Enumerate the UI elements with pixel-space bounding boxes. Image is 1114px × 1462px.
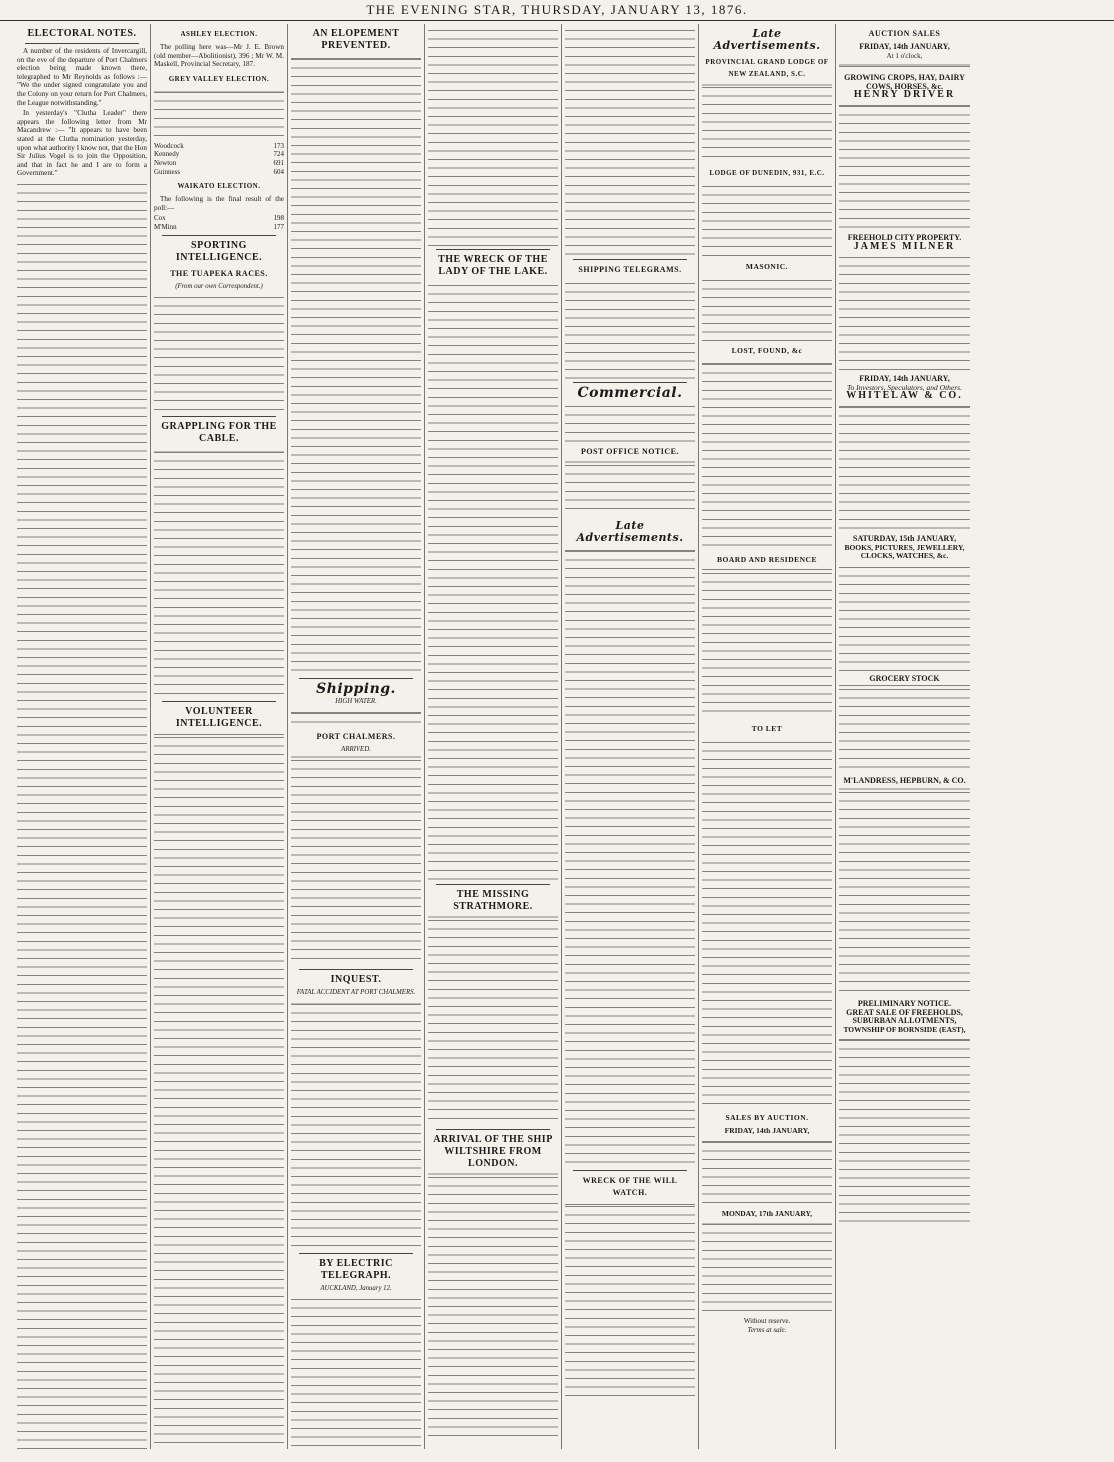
- results-table: [154, 142, 284, 176]
- cable-heading: GRAPPLING FOR THE CABLE.: [161, 421, 277, 445]
- grey-valley-heading: GREY VALLEY ELECTION.: [168, 74, 270, 83]
- candidate-name: Cox: [154, 214, 166, 223]
- divider: [25, 43, 139, 44]
- candidate-votes: 604: [273, 167, 284, 176]
- grocery-heading: GROCERY STOCK: [869, 673, 940, 683]
- candidate-votes: 173: [273, 141, 284, 150]
- masonic-heading: MASONIC.: [745, 262, 789, 271]
- grocery-text: [839, 685, 970, 775]
- columns: [14, 24, 1104, 1449]
- sporting-heading: SPORTING INTELLIGENCE.: [175, 239, 263, 263]
- to-let-text: [702, 738, 832, 1108]
- shipping-heading: Shipping.: [316, 681, 396, 697]
- column-5: [562, 24, 699, 1449]
- auction-sales-heading: AUCTION SALES: [868, 29, 941, 38]
- township-text: [839, 1036, 970, 1226]
- high-water-table: [291, 709, 421, 727]
- auction-date-1: FRIDAY, 14th JANUARY,: [859, 42, 950, 51]
- late-ads-heading-2: Late Advertisements.: [713, 27, 821, 52]
- ashley-text: The polling here was—Mr J. E. Brown (old member—Abolitionist), 396 ; Mr W. M. Maskell, Provincial Secretary, 187.: [154, 43, 284, 69]
- divider: [436, 884, 550, 885]
- column-4: [425, 24, 562, 1449]
- sales-date-2: MONDAY, 17th JANUARY,: [721, 1208, 813, 1218]
- shipping-telegrams-heading: SHIPPING TELEGRAMS.: [578, 265, 682, 274]
- divider: [299, 1253, 413, 1254]
- result-row: [154, 159, 284, 168]
- lost-found-heading: LOST, FOUND, &c: [731, 346, 803, 355]
- port-chalmers-heading: PORT CHALMERS.: [316, 731, 396, 741]
- tuapeka-text: [154, 293, 284, 413]
- result-row: [154, 214, 284, 223]
- divider: [299, 678, 413, 679]
- auction-date-2: FRIDAY, 14th JANUARY,: [859, 374, 950, 384]
- column-1: [14, 24, 151, 1449]
- freehold-heading: FREEHOLD CITY PROPERTY.: [847, 232, 962, 242]
- suburban-heading: SUBURBAN ALLOTMENTS,: [852, 1016, 957, 1026]
- waikato-results-table: [154, 214, 284, 231]
- great-sale-heading: GREAT SALE OF FREEHOLDS,: [846, 1007, 963, 1017]
- shipping-telegrams-text: [565, 279, 695, 379]
- james-milner-text: [839, 253, 970, 373]
- divider: [162, 701, 276, 702]
- board-residence-heading: BOARD AND RESIDENCE: [717, 555, 817, 564]
- telegraph-heading: BY ELECTRIC TELEGRAPH.: [319, 1257, 393, 1281]
- books-heading: BOOKS, PICTURES, JEWELLERY, CLOCKS, WATCHES, &c.: [844, 542, 965, 561]
- mlandress-heading: M'LANDRESS, HEPBURN, & CO.: [843, 776, 966, 786]
- township-heading: TOWNSHIP OF BORNSIDE (EAST),: [843, 1024, 966, 1034]
- without-reserve: Without reserve.: [743, 1317, 791, 1326]
- missing-text: [428, 916, 558, 1126]
- electoral-para: In yesterday's "Clutha Leader" there appears the following letter from Mr Macandrew :— "It appears to have been stated at the Clutha nomination yesterday, upon what authority I know not, that the Hon Sir Julius Vogel is to join the Opposition, and that in fact he and I are to form a Government.": [17, 109, 147, 178]
- tuapeka-heading: THE TUAPEKA RACES.: [170, 268, 268, 278]
- will-watch-heading: WRECK OF THE WILL WATCH.: [582, 1176, 678, 1197]
- waikato-text: The following is the final result of the poll:—: [154, 195, 284, 212]
- investors-heading: To Investors, Speculators, and Others.: [847, 382, 962, 392]
- candidate-name: Kennedy: [154, 150, 180, 159]
- electoral-notes-heading: ELECTORAL NOTES.: [27, 28, 137, 39]
- candidate-votes: 177: [273, 222, 284, 231]
- column-3: [288, 24, 425, 1449]
- divider: [162, 235, 276, 236]
- sales-date: FRIDAY, 14th JANUARY,: [724, 1126, 810, 1135]
- divider: [299, 969, 413, 970]
- henry-driver: HENRY DRIVER: [853, 89, 956, 101]
- elopement-heading: AN ELOPEMENT PREVENTED.: [312, 28, 400, 51]
- candidate-votes: 198: [273, 214, 284, 223]
- wiltshire-heading: ARRIVAL OF THE SHIP WILTSHIRE FROM LONDON.: [433, 1134, 553, 1169]
- candidate-votes: 691: [273, 158, 284, 167]
- column-5-top-text: [565, 26, 695, 256]
- telegraph-text: [291, 1295, 421, 1449]
- ashley-heading: ASHLEY ELECTION.: [180, 30, 258, 38]
- divider: [162, 416, 276, 417]
- tuapeka-sub: (From our own Correspondent.): [175, 282, 263, 290]
- late-ads-text: [565, 547, 695, 1167]
- whitelaw-text: [839, 403, 970, 533]
- saturday-heading: SATURDAY, 15th JANUARY,: [852, 533, 957, 543]
- candidate-votes: 724: [273, 150, 284, 159]
- candidate-name: Woodcock: [154, 141, 184, 150]
- column-6: [699, 24, 836, 1449]
- to-let-heading: TO LET: [751, 724, 783, 733]
- james-milner: JAMES MILNER: [853, 240, 956, 252]
- commercial-text: [565, 402, 695, 442]
- wiltshire-text: [428, 1173, 558, 1443]
- elopement-text: [291, 55, 421, 675]
- wreck-text: [428, 281, 558, 881]
- lodge-text: [702, 83, 832, 163]
- will-watch-text: [565, 1202, 695, 1402]
- lost-found-text: [702, 360, 832, 550]
- wreck-heading: THE WRECK OF THE LADY OF THE LAKE.: [438, 254, 548, 277]
- candidate-name: Newton: [154, 158, 177, 167]
- high-water-label: HIGH WATER.: [335, 698, 377, 705]
- divider: [573, 259, 687, 260]
- result-row: [154, 150, 284, 159]
- missing-heading: THE MISSING STRATHMORE.: [453, 889, 533, 912]
- masonic-text: [702, 276, 832, 341]
- arrived-label: ARRIVED.: [341, 745, 371, 753]
- candidate-name: M'Minn: [154, 222, 177, 231]
- terms-text: Terms at sale.: [747, 1325, 787, 1334]
- inquest-sub: FATAL ACCIDENT AT PORT CHALMERS.: [296, 989, 416, 997]
- lodge-heading: PROVINCIAL GRAND LODGE OF NEW ZEALAND, S.C.: [705, 58, 829, 78]
- result-row: [154, 168, 284, 177]
- divider: [436, 249, 550, 250]
- commercial-heading: Commercial.: [577, 385, 683, 401]
- divider: [573, 1170, 687, 1171]
- post-office-heading: POST OFFICE NOTICE.: [580, 447, 680, 456]
- post-office-text: [565, 461, 695, 516]
- column-7: [836, 24, 973, 1449]
- shipping-text: [291, 756, 421, 966]
- column-2: [151, 24, 288, 1449]
- candidate-name: Guinness: [154, 167, 181, 176]
- waikato-heading: WAIKATO ELECTION.: [177, 182, 261, 191]
- inquest-text: [291, 1000, 421, 1250]
- result-row: [154, 142, 284, 151]
- auction-location: [839, 62, 970, 72]
- lodge-dunedin-text: [702, 182, 832, 257]
- mlandress-text: [839, 788, 970, 998]
- volunteer-text: [154, 733, 284, 1449]
- late-ads-heading: Late Advertisements.: [576, 519, 684, 544]
- growing-crops-heading: GROWING CROPS, HAY, DAIRY COWS, HORSES, &c.: [844, 73, 965, 91]
- grey-valley-text: [154, 88, 284, 140]
- auction-time-1: At 1 o'clock,: [886, 51, 923, 60]
- electoral-intro: A number of the residents of Invercargill, on the eve of the departure of Port Chalmers election being made known there, telegraphed to Mr Reynolds as follows :— "We the under signed congratulate you and the Colony on your return for Port Chalmers, the League notwithstanding.": [17, 47, 147, 107]
- masthead: THE EVENING STAR, THURSDAY, JANUARY 13, 1876.: [0, 0, 1114, 21]
- telegraph-sub: AUCKLAND, January 12.: [320, 1284, 392, 1292]
- column-4-top-text: [428, 26, 558, 246]
- inquest-heading: INQUEST.: [330, 974, 382, 986]
- sales-heading: SALES BY AUCTION.: [725, 1113, 809, 1122]
- divider: [573, 382, 687, 383]
- preliminary-heading: PRELIMINARY NOTICE.: [857, 998, 952, 1008]
- result-row: [154, 223, 284, 232]
- board-residence-text: [702, 569, 832, 719]
- whitelaw: WHITELAW & CO.: [846, 390, 963, 402]
- divider: [436, 1129, 550, 1130]
- column-1-text: [17, 180, 147, 1449]
- lodge-dunedin-heading: LODGE OF DUNEDIN, 931, E.C.: [709, 169, 825, 177]
- sales-text: [702, 1138, 832, 1208]
- cable-text: [154, 448, 284, 698]
- books-text: [839, 563, 970, 673]
- sales-text-2: [702, 1220, 832, 1315]
- henry-driver-text: [839, 102, 970, 232]
- volunteer-heading: VOLUNTEER INTELLIGENCE.: [175, 706, 263, 730]
